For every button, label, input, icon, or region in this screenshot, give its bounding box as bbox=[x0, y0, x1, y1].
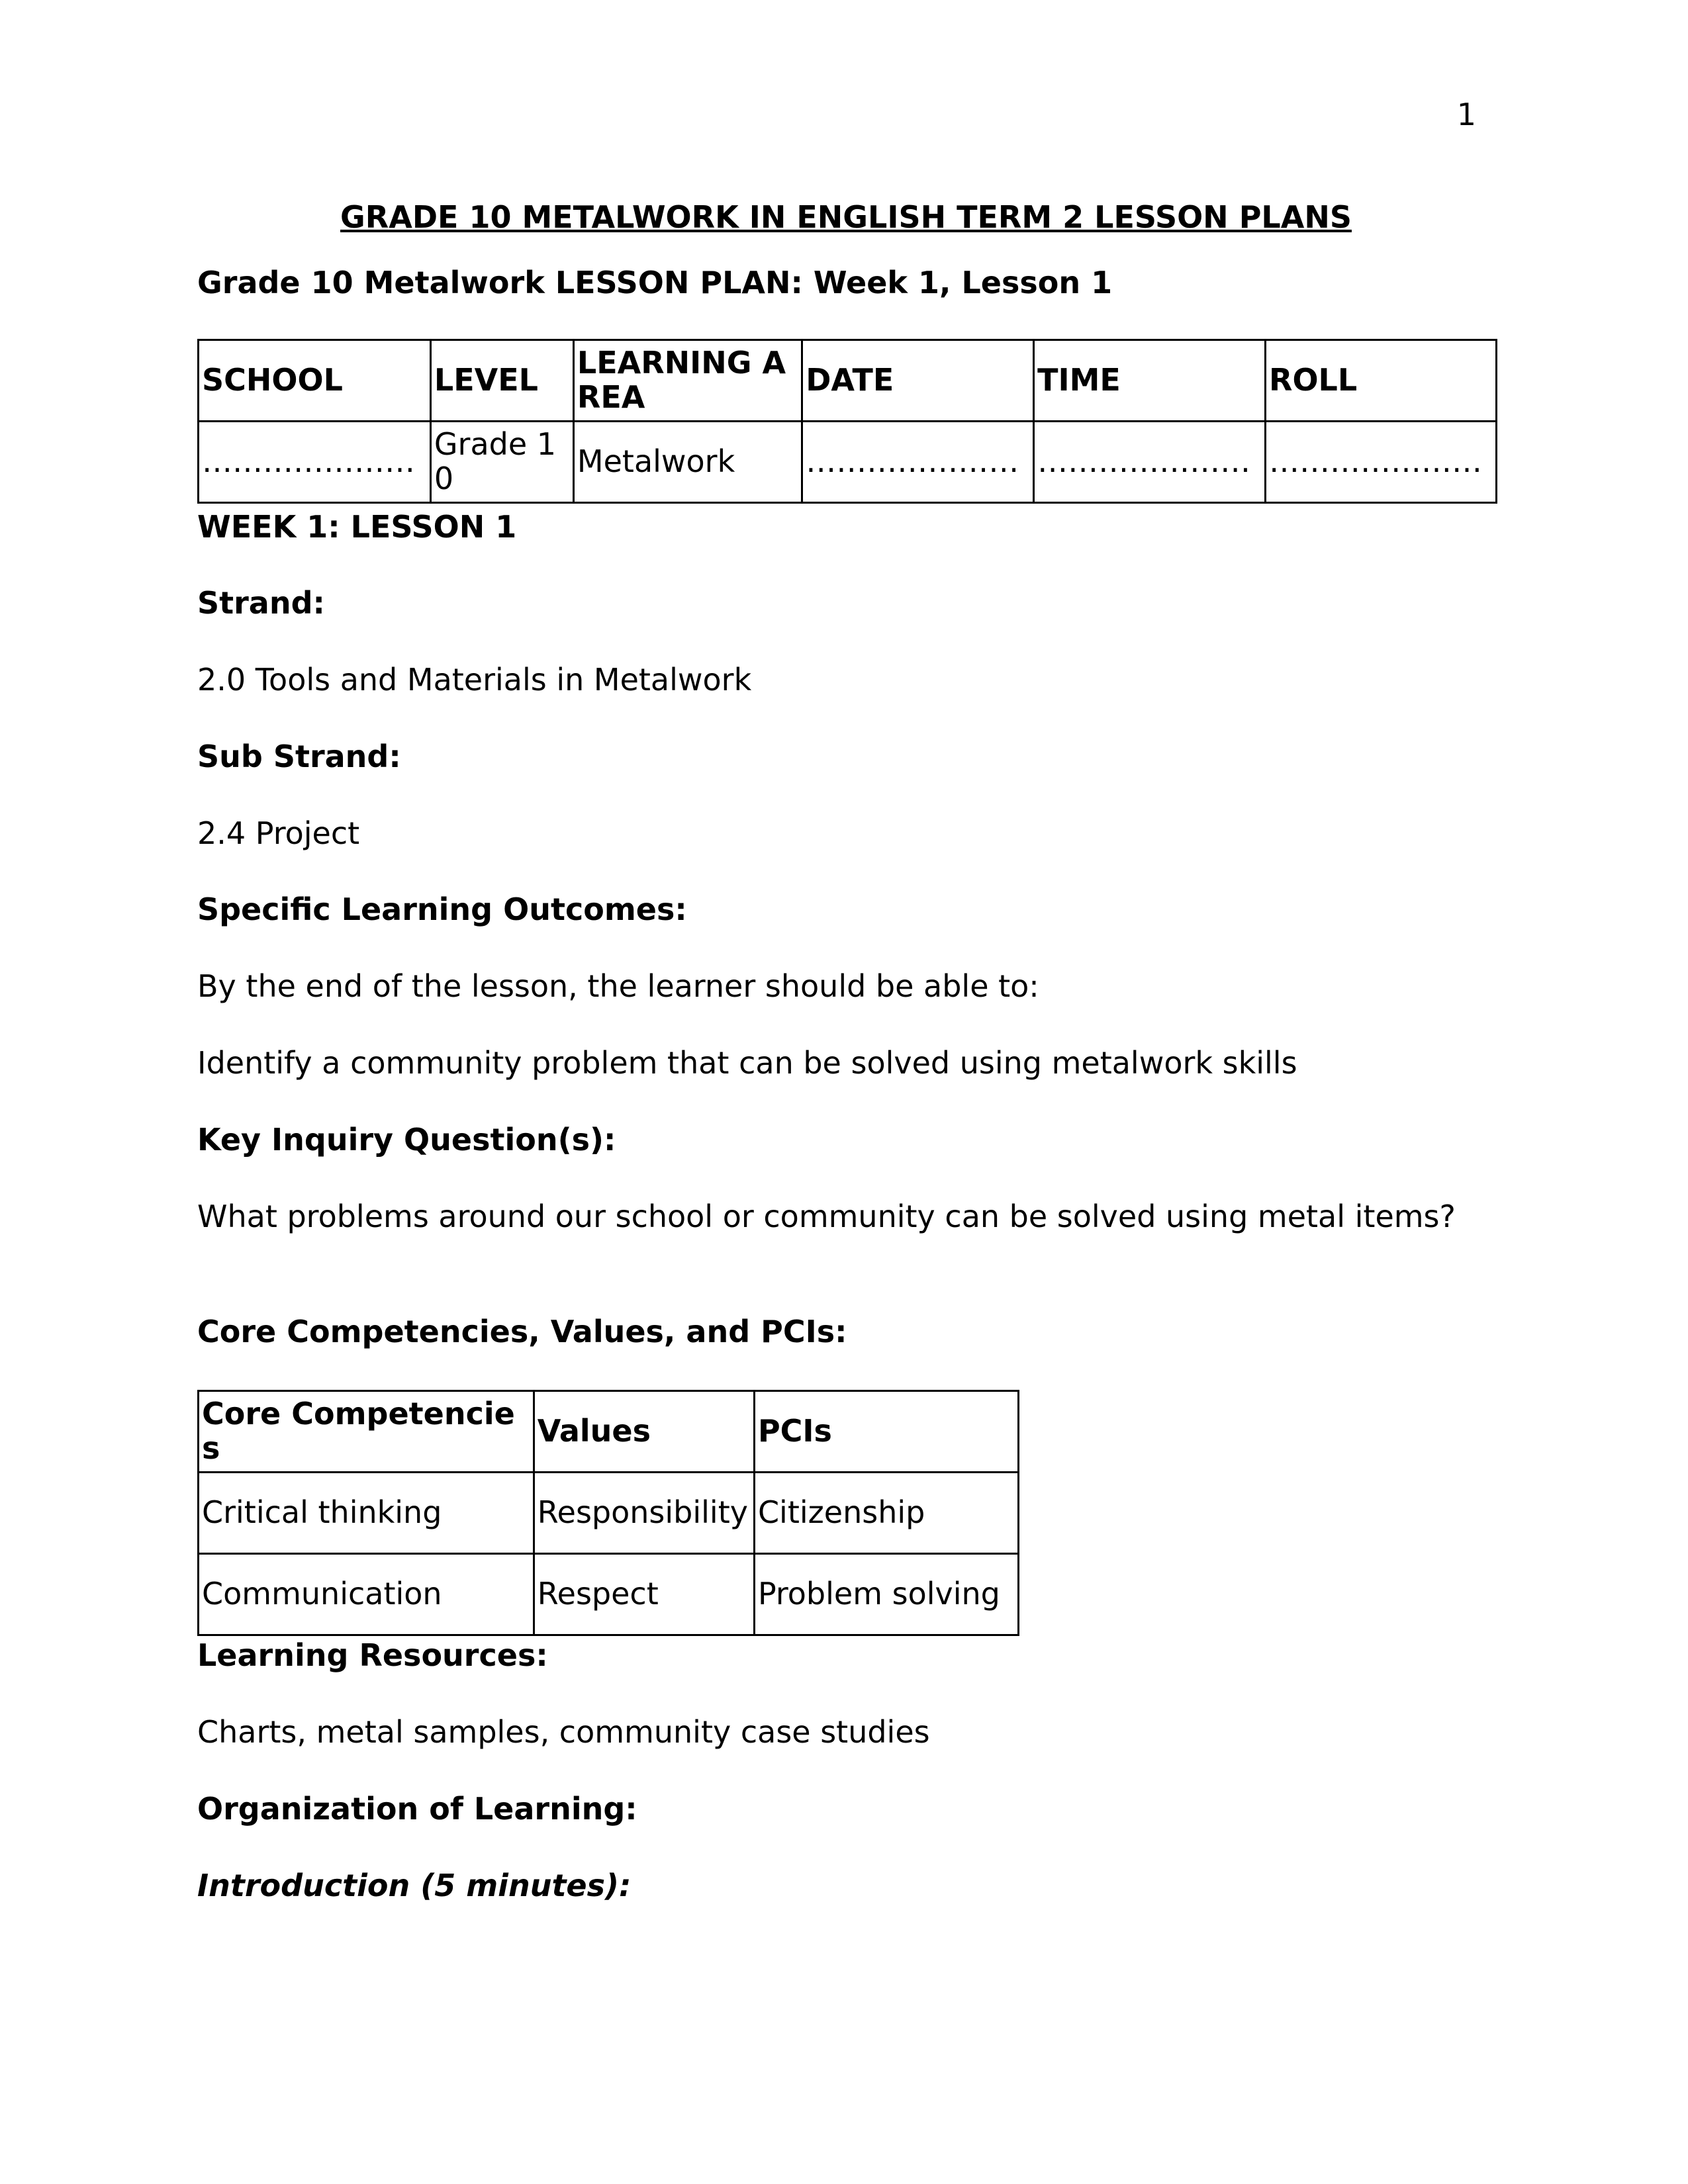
value-cell: Responsibility bbox=[534, 1473, 754, 1554]
resources-label: Learning Resources: bbox=[197, 1637, 548, 1673]
header-roll: ROLL bbox=[1266, 340, 1497, 422]
header-level: LEVEL bbox=[430, 340, 573, 422]
outcomes-label: Specific Learning Outcomes: bbox=[197, 891, 687, 927]
outcome-item: Identify a community problem that can be solved using metalwork skills bbox=[197, 1045, 1297, 1081]
time-value: ………………… bbox=[1034, 422, 1266, 503]
roll-value: ………………… bbox=[1266, 422, 1497, 503]
value-cell: Respect bbox=[534, 1554, 754, 1635]
competencies-label: Core Competencies, Values, and PCIs: bbox=[197, 1314, 847, 1349]
pci-cell: Citizenship bbox=[754, 1473, 1018, 1554]
resources-value: Charts, metal samples, community case studies bbox=[197, 1714, 930, 1750]
level-value: Grade 10 bbox=[430, 422, 573, 503]
header-date: DATE bbox=[802, 340, 1034, 422]
organization-label: Organization of Learning: bbox=[197, 1791, 637, 1827]
school-value: ………………… bbox=[199, 422, 431, 503]
admin-table-row bbox=[199, 422, 1497, 503]
competencies-header-row bbox=[199, 1391, 1019, 1473]
header-time: TIME bbox=[1034, 340, 1266, 422]
lesson-plan-title: Grade 10 Metalwork LESSON PLAN: Week 1, Lesson 1 bbox=[197, 265, 1113, 300]
week-lesson-heading: WEEK 1: LESSON 1 bbox=[197, 509, 517, 545]
sub-strand-value: 2.4 Project bbox=[197, 815, 360, 851]
admin-table-header-row bbox=[199, 340, 1497, 422]
competencies-table bbox=[197, 1390, 1019, 1636]
header-core-competencies: Core Competencies bbox=[199, 1391, 534, 1473]
document-title: GRADE 10 METALWORK IN ENGLISH TERM 2 LESSON PLANS bbox=[340, 199, 1352, 235]
learning-area-value: Metalwork bbox=[573, 422, 802, 503]
strand-value: 2.0 Tools and Materials in Metalwork bbox=[197, 662, 752, 698]
pci-cell: Problem solving bbox=[754, 1554, 1018, 1635]
inquiry-label: Key Inquiry Question(s): bbox=[197, 1122, 616, 1158]
inquiry-question: What problems around our school or community can be solved using metal items? bbox=[197, 1199, 1456, 1234]
competencies-row bbox=[199, 1554, 1019, 1635]
competency-cell: Critical thinking bbox=[199, 1473, 534, 1554]
date-value: ………………… bbox=[802, 422, 1034, 503]
header-values: Values bbox=[534, 1391, 754, 1473]
competencies-row bbox=[199, 1473, 1019, 1554]
strand-label: Strand: bbox=[197, 585, 325, 621]
page-number: 1 bbox=[1456, 97, 1476, 132]
competency-cell: Communication bbox=[199, 1554, 534, 1635]
outcomes-intro: By the end of the lesson, the learner should be able to: bbox=[197, 968, 1039, 1004]
admin-table bbox=[197, 339, 1497, 504]
header-school: SCHOOL bbox=[199, 340, 431, 422]
sub-strand-label: Sub Strand: bbox=[197, 739, 401, 774]
header-learning-area: LEARNING AREA bbox=[573, 340, 802, 422]
introduction-label: Introduction (5 minutes): bbox=[197, 1868, 632, 1903]
header-pcis: PCIs bbox=[754, 1391, 1018, 1473]
